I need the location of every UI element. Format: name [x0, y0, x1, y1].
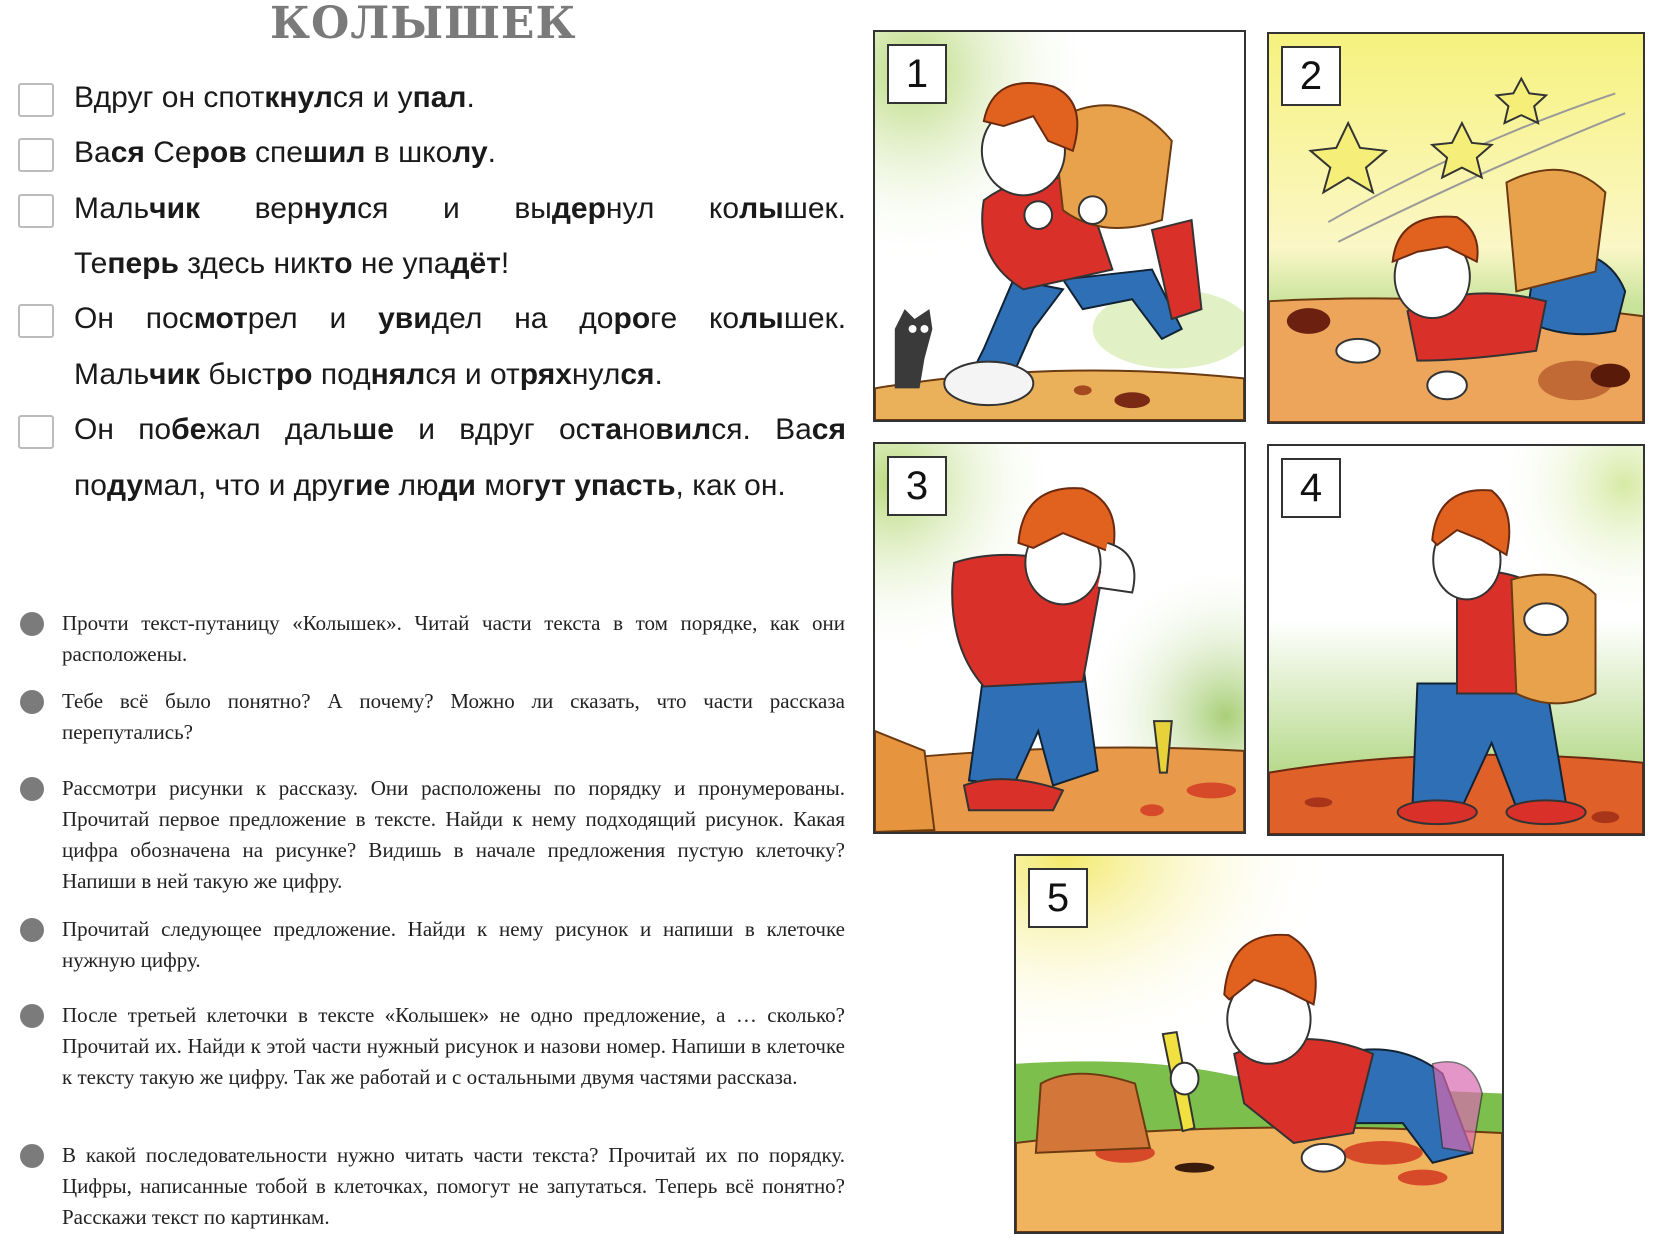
order-checkbox-1[interactable]	[18, 83, 54, 117]
story-sentence-5-line-1: Он побежал дальше и вдруг остановился. Вася	[74, 413, 846, 446]
panel-number-4: 4	[1281, 458, 1341, 518]
picture-panel-3	[873, 442, 1246, 834]
story-sentence-2: Вася Серов спешил в школу.	[74, 136, 496, 169]
order-checkbox-2[interactable]	[18, 138, 54, 172]
bullet-icon	[20, 1144, 44, 1168]
bullet-icon	[20, 777, 44, 801]
picture-panel-2	[1267, 32, 1645, 424]
panel-number-2: 2	[1281, 46, 1341, 106]
story-sentence-4-line-2: Мальчик быстро поднялся и отряхнулся.	[74, 358, 663, 391]
boy-pulling-peg-illustration	[1016, 856, 1502, 1232]
bullet-icon	[20, 1004, 44, 1028]
task-item-1: Прочти текст-путаницу «Колышек». Читай части текста в том порядке, как они расположены.	[62, 611, 845, 666]
task-item-4: Прочитай следующее предложение. Найди к нему рисунок и напиши в клеточке нужную цифру.	[62, 917, 845, 972]
story-sentence-3-line-2: Теперь здесь никто не упадёт!	[74, 247, 510, 280]
bullet-icon	[20, 690, 44, 714]
story-sentence-3-line-1: Мальчик вернулся и выдернул колышек.	[74, 192, 846, 225]
story-sentence-1: Вдруг он споткнулся и упал.	[74, 81, 475, 114]
order-checkbox-5[interactable]	[18, 415, 54, 449]
page-title: КОЛЫШЕК	[270, 0, 577, 49]
picture-panel-1	[873, 30, 1246, 422]
panel-number-5: 5	[1028, 868, 1088, 928]
order-checkbox-4[interactable]	[18, 304, 54, 338]
panel-number-1: 1	[887, 44, 947, 104]
task-item-2: Тебе всё было понятно? А почему? Можно ли сказать, что части рассказа перепутались?	[62, 689, 845, 744]
bullet-icon	[20, 612, 44, 636]
picture-panel-5	[1014, 854, 1504, 1234]
task-item-5: После третьей клеточки в тексте «Колышек» не одно предложение, а … сколько? Прочитай их. Найди к этой части нужный рисунок и назови номер. Напиши в клеточке к тексту такую же цифру. Так же работай и с остальными двумя частями рассказа.	[62, 1003, 845, 1089]
story-sentence-4-line-1: Он посмотрел и увидел на дороге колышек.	[74, 302, 847, 335]
picture-panel-4	[1267, 444, 1645, 836]
panel-number-3: 3	[887, 456, 947, 516]
order-checkbox-3[interactable]	[18, 194, 54, 228]
bullet-icon	[20, 918, 44, 942]
task-item-3: Рассмотри рисунки к рассказу. Они расположены по порядку и пронумерованы. Прочитай первое предложение в тексте. Найди к нему подходящий рисунок. Какая цифра обозначена на рисунке? Видишь в начале предложения пустую клеточку? Напиши в ней такую же цифру.	[62, 776, 845, 893]
story-sentence-5-line-2: подумал, что и другие люди могут упасть, как он.	[74, 469, 786, 502]
task-item-6: В какой последовательности нужно читать части текста? Прочитай их по порядку. Цифры, написанные тобой в клеточках, помогут не запутаться. Теперь всё понятно? Расскажи текст по картинкам.	[62, 1143, 845, 1229]
